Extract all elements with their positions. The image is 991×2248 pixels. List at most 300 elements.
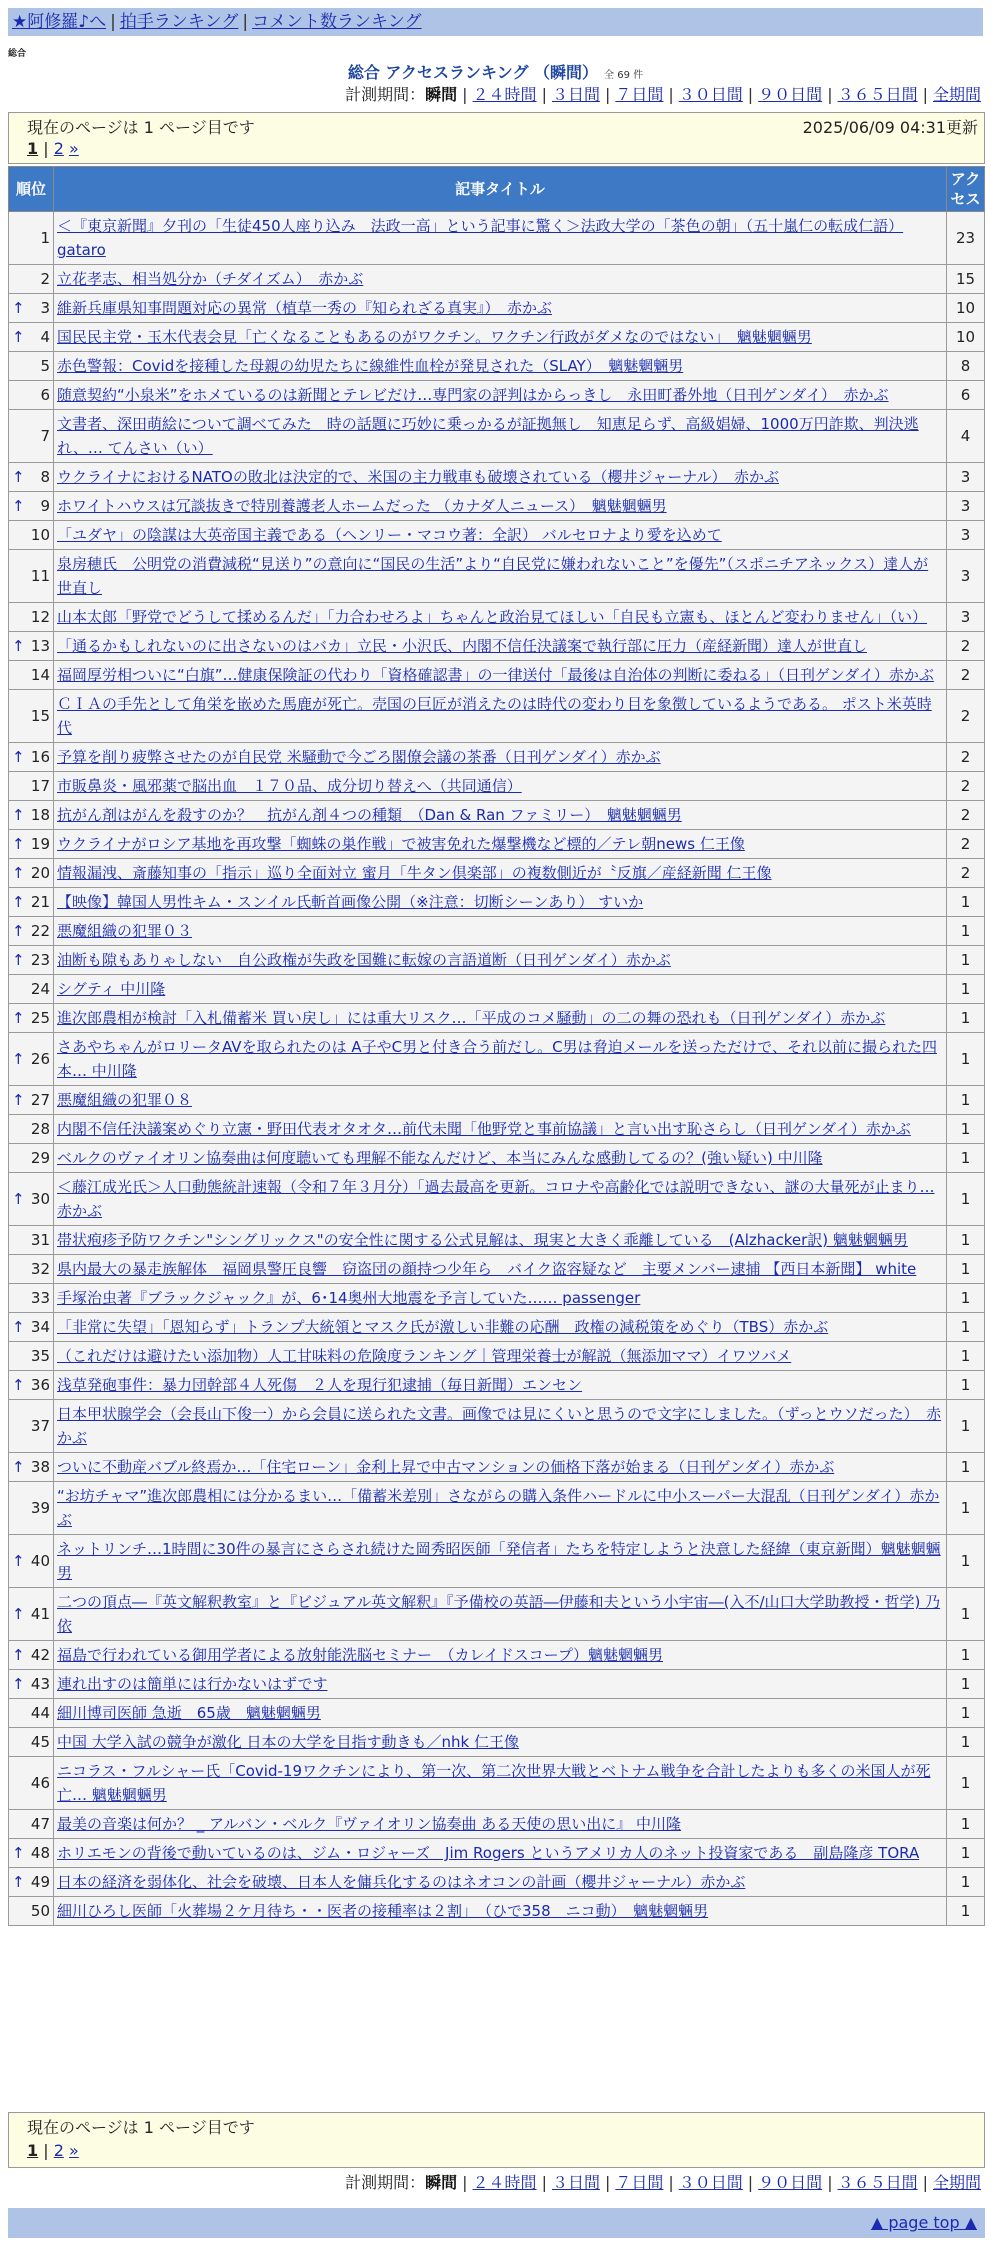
rank-cell	[9, 1226, 54, 1255]
rank-cell	[9, 888, 54, 917]
rank-up-arrow-icon: ↑	[12, 328, 25, 346]
rank-cell	[9, 1033, 54, 1086]
article-title-link[interactable]: 帯状疱疹予防ワクチン"シングリックス"の安全性に関する公式見解は、現実と大きく乖離している (Alzhacker訳) 魑魅魍魎男	[57, 1231, 908, 1249]
table-row	[9, 859, 985, 888]
access-count: 1	[947, 1839, 985, 1868]
page-2-link[interactable]: 2	[53, 2141, 64, 2160]
article-title-link[interactable]: ホリエモンの背後で動いているのは、ジム・ロジャーズ Jim Rogers というアメリカ人のネット投資家である 副島隆彦 TORA	[57, 1844, 920, 1862]
rank-up-arrow-icon: ↑	[12, 748, 25, 766]
title-cell	[54, 550, 947, 603]
article-title-link[interactable]: 浅草発砲事件：暴力団幹部４人死傷 ２人を現行犯逮捕（毎日新聞）エンセン	[57, 1376, 583, 1394]
article-title-link[interactable]: 日本甲状腺学会（会長山下俊一）から会員に送られた文書。画像では見にくいと思うので文字にしました。（ずっとウソだった） 赤かぶ	[57, 1405, 942, 1447]
rank-number: 15	[30, 707, 50, 725]
page-title	[0, 60, 991, 83]
title-cell	[54, 1400, 947, 1453]
article-title-link[interactable]: 【映像】韓国人男性キム・スンイル氏斬首画像公開（※注意：切断シーンあり） すいか	[57, 893, 644, 911]
title-cell	[54, 661, 947, 690]
article-title-link[interactable]: ネットリンチ…1時間に30件の暴言にさらされ続けた岡秀昭医師「発信者」たちを特定しようと決意した経緯（東京新聞）魑魅魍魎男	[57, 1540, 941, 1582]
title-cell	[54, 1728, 947, 1757]
rank-number: 44	[30, 1704, 50, 1722]
table-row	[9, 1810, 985, 1839]
page-1-current: 1	[27, 139, 39, 158]
rank-up-arrow-icon: ↑	[12, 1844, 25, 1862]
page-top-link[interactable]: ▲ page top ▲	[870, 2213, 977, 2232]
pager-panel-bottom	[8, 2112, 985, 2168]
table-row	[9, 1144, 985, 1173]
article-title-link[interactable]: ホワイトハウスは冗談抜きで特別養護老人ホームだった （カナダ人ニュース） 魑魅魍魎男	[57, 497, 667, 515]
rank-cell	[9, 1453, 54, 1482]
article-title-link[interactable]: 予算を削り疲弊させたのが自民党 米騒動で今ごろ閣僚会議の茶番（日刊ゲンダイ）赤かぶ	[57, 748, 661, 766]
rank-number: 43	[30, 1675, 50, 1693]
rank-cell	[9, 1115, 54, 1144]
header-title: 記事タイトル	[54, 167, 947, 212]
rank-up-arrow-icon: ↑	[12, 468, 25, 486]
article-title-link[interactable]: 「ユダヤ」の陰謀は大英帝国主義である（ヘンリー・マコウ著：全訳） バルセロナより愛を込めて	[57, 526, 722, 544]
period-selector-bottom: 計測期間：瞬間 | ２４時間 | ３日間 | ７日間 | ３０日間 | ９０日間 | ３６５日間 | 全期間	[345, 2173, 981, 2192]
access-count: 3	[947, 521, 985, 550]
table-row	[9, 463, 985, 492]
rank-up-arrow-icon: ↑	[12, 806, 25, 824]
rank-number: 8	[40, 468, 50, 486]
article-title-link[interactable]: 立花孝志、相当処分か（チダイズム） 赤かぶ	[57, 270, 364, 288]
table-row	[9, 1588, 985, 1641]
access-count: 1	[947, 1313, 985, 1342]
period-link-24h[interactable]: ２４時間	[472, 2173, 537, 2192]
title-cell	[54, 1004, 947, 1033]
rank-cell	[9, 1839, 54, 1868]
access-count: 1	[947, 1400, 985, 1453]
current-page-text-bottom: 現在のページは 1 ページ目です	[27, 2118, 255, 2137]
period-link-3d[interactable]: ３日間	[551, 2173, 600, 2192]
rank-cell	[9, 212, 54, 265]
table-row	[9, 1757, 985, 1810]
rank-cell	[9, 521, 54, 550]
article-title-link[interactable]: ウクライナがロシア基地を再攻撃「蜘蛛の巣作戦」で被害免れた爆撃機など標的／テレ朝news 仁王像	[57, 835, 745, 853]
access-count: 1	[947, 1868, 985, 1897]
article-title-link[interactable]: 「非常に失望」「恩知らず」トランプ大統領とマスク氏が激しい非難の応酬 政権の減税策をめぐり（TBS）赤かぶ	[57, 1318, 829, 1336]
rank-up-arrow-icon: ↑	[12, 1050, 25, 1068]
access-count: 1	[947, 1535, 985, 1588]
rank-cell	[9, 1482, 54, 1535]
period-link-30d[interactable]: ３０日間	[678, 85, 743, 104]
access-count: 15	[947, 265, 985, 294]
access-count: 1	[947, 1284, 985, 1313]
rank-up-arrow-icon: ↑	[12, 835, 25, 853]
access-count: 2	[947, 661, 985, 690]
table-row	[9, 1342, 985, 1371]
period-link-24h[interactable]: ２４時間	[472, 85, 537, 104]
rank-cell	[9, 550, 54, 603]
rank-cell	[9, 1728, 54, 1757]
table-row	[9, 888, 985, 917]
article-title-link[interactable]: 市販鼻炎・風邪薬で脳出血 １７０品、成分切り替えへ（共同通信）	[57, 777, 522, 795]
article-title-link[interactable]: ベルクのヴァイオリン協奏曲は何度聴いても理解不能なんだけど、本当にみんな感動してるの？(強い疑い) 中川隆	[57, 1149, 823, 1167]
title-cell	[54, 1313, 947, 1342]
table-row	[9, 1371, 985, 1400]
table-row	[9, 1482, 985, 1535]
title-cell	[54, 1897, 947, 1926]
title-cell	[54, 492, 947, 521]
rank-number: 14	[30, 666, 50, 684]
article-title-link[interactable]: 維新兵庫県知事問題対応の異常（植草一秀の『知られざる真実』） 赤かぶ	[57, 299, 553, 317]
access-count: 2	[947, 859, 985, 888]
rank-cell	[9, 603, 54, 632]
title-cell	[54, 294, 947, 323]
article-title-link[interactable]: さあやちゃんがロリータAVを取られたのは A子やC男と付き合う前だし。C男は脅迫メールを送っただけで、それ以前に撮られた四本… 中川隆	[57, 1038, 937, 1080]
rank-cell	[9, 1371, 54, 1400]
next-page-link[interactable]: »	[68, 2141, 79, 2160]
access-count: 1	[947, 1670, 985, 1699]
table-header-row	[9, 167, 985, 212]
rank-number: 39	[30, 1499, 50, 1517]
rank-cell	[9, 463, 54, 492]
ranking-table	[8, 166, 985, 1926]
rank-number: 25	[30, 1009, 50, 1027]
rank-up-arrow-icon: ↑	[12, 299, 25, 317]
article-title-link[interactable]: 日本の経済を弱体化、社会を破壊、日本人を傭兵化するのはネオコンの計画（櫻井ジャーナル）赤かぶ	[57, 1873, 746, 1891]
title-cell	[54, 410, 947, 463]
title-cell	[54, 352, 947, 381]
period-label: 計測期間：	[345, 2173, 426, 2192]
access-count: 1	[947, 888, 985, 917]
period-link-3d[interactable]: ３日間	[551, 85, 600, 104]
pagination: 1 | 2 »	[27, 139, 79, 158]
page-2-link[interactable]: 2	[53, 139, 64, 158]
access-count: 1	[947, 1173, 985, 1226]
access-count: 1	[947, 975, 985, 1004]
article-title-link[interactable]: 二つの頂点―『英文解釈教室』と『ビジュアル英文解釈』『予備校の英語―伊藤和夫という小宇宙―(入不/山口大学助教授・哲学) 乃依	[57, 1593, 941, 1635]
rank-up-arrow-icon: ↑	[12, 1458, 25, 1476]
period-link-30d[interactable]: ３０日間	[678, 2173, 743, 2192]
article-title-link[interactable]: シグティ 中川隆	[57, 980, 166, 998]
article-title-link[interactable]: 中国 大学入試の競争が激化 日本の大学を目指す動きも／nhk 仁王像	[57, 1733, 520, 1751]
table-row	[9, 1453, 985, 1482]
period-link-365d[interactable]: ３６５日間	[837, 2173, 918, 2192]
page-title-text: 総合 アクセスランキング （瞬間）	[347, 63, 599, 82]
article-title-link[interactable]: 手塚治虫著『ブラックジャック』が、6･14奥州大地震を予言していた…… passenger	[57, 1289, 641, 1307]
rank-number: 36	[30, 1376, 50, 1394]
article-title-link[interactable]: ＜『東京新聞』夕刊の「生徒450人座り込み 法政一高」という記事に驚く＞法政大学の「茶色の朝」（五十嵐仁の転成仁語） gataro	[57, 217, 904, 259]
rank-number: 6	[40, 386, 50, 404]
title-cell	[54, 323, 947, 352]
article-title-link[interactable]: 文書者、深田萌絵について調べてみた 時の話題に巧妙に乗っかるが証拠無し 知恵足らず、高級娼婦、1000万円詐欺、判決逃れ、… てんさい（い）	[57, 415, 919, 457]
access-count: 10	[947, 294, 985, 323]
title-cell	[54, 917, 947, 946]
period-link-7d[interactable]: ７日間	[615, 2173, 664, 2192]
rank-cell	[9, 492, 54, 521]
rank-number: 28	[30, 1120, 50, 1138]
article-title-link[interactable]: 抗がん剤はがんを殺すのか？ 抗がん剤４つの種類 （Dan & Ran ファミリー） 魑魅魍魎男	[57, 806, 682, 824]
article-title-link[interactable]: 赤色警報：Covidを接種した母親の幼児たちに線維性血栓が発見された（SLAY） 魑魅魍魎男	[57, 357, 684, 375]
table-row	[9, 521, 985, 550]
article-title-link[interactable]: ニコラス・フルシャー氏「Covid-19ワクチンにより、第一次、第二次世界大戦とベトナム戦争を合計したよりも多くの米国人が死亡… 魑魅魍魎男	[57, 1762, 931, 1804]
rank-number: 23	[30, 951, 50, 969]
title-cell	[54, 1342, 947, 1371]
table-row	[9, 946, 985, 975]
rank-up-arrow-icon: ↑	[12, 1091, 25, 1109]
article-title-link[interactable]: 連れ出すのは簡単には行かないはずです	[57, 1675, 328, 1693]
rank-cell	[9, 381, 54, 410]
table-row	[9, 1173, 985, 1226]
access-count: 1	[947, 1226, 985, 1255]
article-title-link[interactable]: 細川ひろし医師「火葬場２ケ月待ち・・医者の接種率は２割」 （ひで358 ニコ動） 魑魅魍魎男	[57, 1902, 709, 1920]
period-link-90d[interactable]: ９０日間	[758, 2173, 823, 2192]
table-row	[9, 265, 985, 294]
nav-separator: |	[110, 12, 116, 32]
table-row	[9, 1033, 985, 1086]
rank-number: 16	[30, 748, 50, 766]
rank-cell	[9, 1255, 54, 1284]
table-row	[9, 1839, 985, 1868]
table-row	[9, 1670, 985, 1699]
table-row	[9, 381, 985, 410]
rank-number: 13	[30, 637, 50, 655]
title-cell	[54, 463, 947, 492]
rank-number: 5	[40, 357, 50, 375]
access-count: 1	[947, 946, 985, 975]
rank-number: 22	[30, 922, 50, 940]
article-title-link[interactable]: ＜藤江成光氏＞人口動態統計速報（令和７年３月分）「過去最高を更新。コロナや高齢化では説明できない、謎の大量死が止まり… 赤かぶ	[57, 1178, 935, 1220]
article-title-link[interactable]: 泉房穂氏 公明党の消費減税“見送り”の意向に“国民の生活”より“自民党に嫌われないこと”を優先”（スポニチアネックス）達人が世直し	[57, 555, 929, 597]
title-cell	[54, 801, 947, 830]
period-link-365d[interactable]: ３６５日間	[837, 85, 918, 104]
table-row	[9, 1226, 985, 1255]
page-1-current: 1	[27, 2141, 39, 2160]
article-title-link[interactable]: 「通るかもしれないのに出さないのはバカ」立民・小沢氏、内閣不信任決議案で執行部に圧力（産経新聞）達人が世直し	[57, 637, 868, 655]
table-row	[9, 743, 985, 772]
article-title-link[interactable]: （これだけは避けたい添加物）人工甘味料の危険度ランキング｜管理栄養士が解説（無添加ママ）イワツバメ	[57, 1347, 792, 1365]
rank-number: 34	[30, 1318, 50, 1336]
access-count: 1	[947, 1641, 985, 1670]
period-label: 計測期間：	[345, 85, 426, 104]
article-title-link[interactable]: 進次郎農相が検討「入札備蓄米 買い戻し」には重大リスク…「平成のコメ騒動」の二の舞の恐れも（日刊ゲンダイ）赤かぶ	[57, 1009, 886, 1027]
rank-cell	[9, 1810, 54, 1839]
rank-number: 48	[30, 1844, 50, 1862]
access-count: 1	[947, 1086, 985, 1115]
access-count: 3	[947, 463, 985, 492]
current-page-text: 現在のページは 1 ページ目です	[27, 118, 255, 137]
rank-number: 50	[30, 1902, 50, 1920]
title-cell	[54, 1839, 947, 1868]
rank-cell	[9, 859, 54, 888]
rank-cell	[9, 743, 54, 772]
title-cell	[54, 1810, 947, 1839]
article-title-link[interactable]: ついに不動産バブル終焉か…「住宅ローン」金利上昇で中古マンションの価格下落が始まる（日刊ゲンダイ）赤かぶ	[57, 1458, 835, 1476]
title-cell	[54, 1255, 947, 1284]
access-count: 8	[947, 352, 985, 381]
title-cell	[54, 859, 947, 888]
rank-number: 9	[40, 497, 50, 515]
access-count: 1	[947, 1144, 985, 1173]
table-row	[9, 1535, 985, 1588]
table-row	[9, 1641, 985, 1670]
rank-number: 12	[30, 608, 50, 626]
access-count: 1	[947, 1004, 985, 1033]
rank-cell	[9, 632, 54, 661]
rank-up-arrow-icon: ↑	[12, 922, 25, 940]
article-title-link[interactable]: 悪魔組織の犯罪０８	[57, 1091, 193, 1109]
table-row	[9, 1086, 985, 1115]
rank-number: 30	[30, 1190, 50, 1208]
title-cell	[54, 1641, 947, 1670]
access-count: 1	[947, 1482, 985, 1535]
title-cell	[54, 521, 947, 550]
rank-number: 42	[30, 1646, 50, 1664]
rank-cell	[9, 801, 54, 830]
rank-number: 3	[40, 299, 50, 317]
rank-up-arrow-icon: ↑	[12, 864, 25, 882]
title-cell	[54, 1144, 947, 1173]
article-title-link[interactable]: 国民民主党・玉木代表会見「亡くなることもあるのがワクチン。ワクチン行政がダメなのではない」 魑魅魍魎男	[57, 328, 812, 346]
title-cell	[54, 1670, 947, 1699]
rank-up-arrow-icon: ↑	[12, 1873, 25, 1891]
access-count: 2	[947, 690, 985, 743]
rank-cell	[9, 1400, 54, 1453]
rank-up-arrow-icon: ↑	[12, 1605, 25, 1623]
rank-cell	[9, 1699, 54, 1728]
article-title-link[interactable]: 悪魔組織の犯罪０３	[57, 922, 193, 940]
rank-number: 19	[30, 835, 50, 853]
article-title-link[interactable]: 福島で行われている御用学者による放射能洗脳セミナー （カレイドスコープ）魑魅魍魎男	[57, 1646, 664, 1664]
access-count: 1	[947, 1810, 985, 1839]
title-cell	[54, 603, 947, 632]
table-row	[9, 1255, 985, 1284]
table-row	[9, 1313, 985, 1342]
table-row	[9, 603, 985, 632]
access-count: 2	[947, 801, 985, 830]
rank-cell	[9, 1004, 54, 1033]
article-title-link[interactable]: 山本太郎「野党でどうして揉めるんだ」「力合わせろよ」ちゃんと政治見てほしい「自民も立憲も、ほとんど変わりません」（い）	[57, 608, 928, 626]
table-row	[9, 550, 985, 603]
access-count: 1	[947, 1033, 985, 1086]
top-nav-bar	[8, 8, 983, 36]
nav-link-asyura[interactable]: ★阿修羅♪へ	[12, 12, 107, 32]
article-title-link[interactable]: ウクライナにおけるNATOの敗北は決定的で、米国の主力戦車も破壊されている（櫻井ジャーナル） 赤かぶ	[57, 468, 779, 486]
table-row	[9, 1897, 985, 1926]
rank-cell	[9, 1313, 54, 1342]
title-cell	[54, 1453, 947, 1482]
rank-number: 32	[30, 1260, 50, 1278]
rank-number: 47	[30, 1815, 50, 1833]
article-title-link[interactable]: 随意契約“小泉米”をホメているのは新聞とテレビだけ…専門家の評判はからっきし 永田町番外地（日刊ゲンダイ） 赤かぶ	[57, 386, 889, 404]
rank-cell	[9, 772, 54, 801]
title-cell	[54, 265, 947, 294]
article-title-link[interactable]: 情報漏洩、斎藤知事の「指示」巡り全面対立 蜜月「牛タン倶楽部」の複数側近が〝反旗／産経新聞 仁王像	[57, 864, 772, 882]
rank-number: 1	[40, 229, 50, 247]
table-row	[9, 632, 985, 661]
access-count: 1	[947, 1453, 985, 1482]
article-title-link[interactable]: “お坊チャマ”進次郎農相には分かるまい…「備蓄米差別」さながらの購入条件ハードルに中小スーパー大混乱（日刊ゲンダイ）赤かぶ	[57, 1487, 940, 1529]
header-rank: 順位	[9, 167, 54, 212]
article-title-link[interactable]: 油断も隙もありゃしない 自公政権が失政を国難に転嫁の言語道断（日刊ゲンダイ）赤かぶ	[57, 951, 671, 969]
table-row	[9, 801, 985, 830]
access-count: 1	[947, 1699, 985, 1728]
access-count: 1	[947, 1728, 985, 1757]
rank-cell	[9, 1670, 54, 1699]
rank-cell	[9, 917, 54, 946]
table-row	[9, 323, 985, 352]
rank-number: 10	[30, 526, 50, 544]
table-row	[9, 352, 985, 381]
header-access: アクセス	[947, 167, 985, 212]
pagination-bottom: 1 | 2 »	[27, 2141, 79, 2160]
rank-number: 20	[30, 864, 50, 882]
article-title-link[interactable]: 細川博司医師 急逝 65歳 魑魅魍魎男	[57, 1704, 321, 1722]
table-row	[9, 492, 985, 521]
article-title-link[interactable]: 県内最大の暴走族解体 福岡県警圧良響 窃盗団の顔持つ少年ら バイク盗容疑など 主要メンバー逮捕 【西日本新聞】 white	[57, 1260, 917, 1278]
nav-link-applause-ranking[interactable]: 拍手ランキング	[119, 12, 239, 32]
table-row	[9, 1284, 985, 1313]
period-link-all[interactable]: 全期間	[932, 2173, 981, 2192]
nav-link-comment-ranking[interactable]: コメント数ランキング	[252, 12, 422, 32]
access-count: 2	[947, 632, 985, 661]
rank-up-arrow-icon: ↑	[12, 951, 25, 969]
rank-cell	[9, 1757, 54, 1810]
title-cell	[54, 1284, 947, 1313]
title-cell	[54, 1086, 947, 1115]
period-current: 瞬間	[425, 2173, 458, 2192]
rank-number: 7	[40, 427, 50, 445]
bottom-bar	[8, 2208, 985, 2238]
access-count: 3	[947, 492, 985, 521]
site-tag: 総合	[8, 49, 27, 59]
period-link-90d[interactable]: ９０日間	[758, 85, 823, 104]
access-count: 1	[947, 1255, 985, 1284]
ranking-rows	[9, 212, 985, 1926]
rank-cell	[9, 946, 54, 975]
rank-cell	[9, 661, 54, 690]
access-count: 1	[947, 1342, 985, 1371]
next-page-link[interactable]: »	[68, 139, 79, 158]
article-title-link[interactable]: ＣＩＡの手先として角栄を嵌めた馬鹿が死亡。売国の巨匠が消えたのは時代の変わり目を象徴しているようである。 ポスト米英時代	[57, 695, 932, 737]
rank-number: 2	[40, 270, 50, 288]
title-cell	[54, 1482, 947, 1535]
rank-cell	[9, 410, 54, 463]
rank-up-arrow-icon: ↑	[12, 1552, 25, 1570]
table-row	[9, 1004, 985, 1033]
rank-number: 17	[30, 777, 50, 795]
rank-cell	[9, 1897, 54, 1926]
period-link-7d[interactable]: ７日間	[615, 85, 664, 104]
title-cell	[54, 1226, 947, 1255]
title-cell	[54, 975, 947, 1004]
table-row	[9, 830, 985, 859]
table-row	[9, 410, 985, 463]
access-count: 4	[947, 410, 985, 463]
rank-cell	[9, 1342, 54, 1371]
article-title-link[interactable]: 内閣不信任決議案めぐり立憲・野田代表オタオタ…前代未聞「他野党と事前協議」と言い出す恥さらし（日刊ゲンダイ）赤かぶ	[57, 1120, 911, 1138]
table-row	[9, 212, 985, 265]
title-cell	[54, 1115, 947, 1144]
access-count: 1	[947, 917, 985, 946]
rank-number: 18	[30, 806, 50, 824]
access-count: 1	[947, 1115, 985, 1144]
rank-cell	[9, 1641, 54, 1670]
article-title-link[interactable]: 最美の音楽は何か？ _ アルバン・ベルク『ヴァイオリン協奏曲 ある天使の思い出に』 中川隆	[57, 1815, 682, 1833]
access-count: 1	[947, 1757, 985, 1810]
rank-up-arrow-icon: ↑	[12, 1646, 25, 1664]
article-title-link[interactable]: 福岡厚労相ついに“白旗”…健康保険証の代わり「資格確認書」の一律送付「最後は自治体の判断に委ねる」（日刊ゲンダイ）赤かぶ	[57, 666, 934, 684]
table-row	[9, 1115, 985, 1144]
access-count: 3	[947, 603, 985, 632]
period-link-all[interactable]: 全期間	[932, 85, 981, 104]
rank-cell	[9, 294, 54, 323]
access-count: 10	[947, 323, 985, 352]
access-count: 2	[947, 830, 985, 859]
title-cell	[54, 1371, 947, 1400]
rank-number: 11	[30, 567, 50, 585]
access-count: 1	[947, 1588, 985, 1641]
